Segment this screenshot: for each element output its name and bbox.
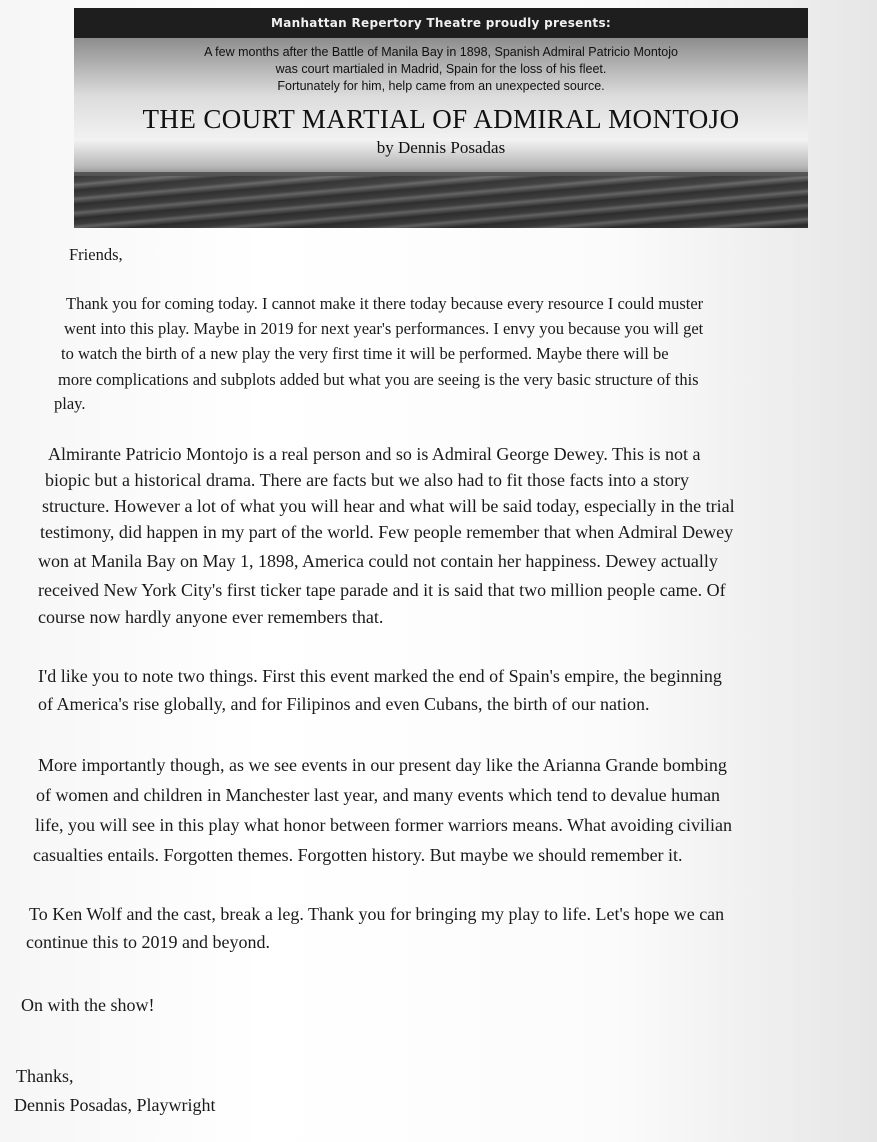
salutation: Friends,	[69, 245, 123, 264]
bay-water	[74, 176, 808, 228]
paragraph-4-line: casualties entails. Forgotten themes. Forgotten history. But maybe we should remember it.	[33, 845, 683, 865]
banner-blurb	[74, 44, 808, 95]
paragraph-1-line: play.	[54, 394, 86, 413]
paragraph-4-line: life, you will see in this play what honor between former warriors means. What avoiding civilian	[35, 815, 732, 835]
paragraph-3-line: of America's rise globally, and for Filipinos and even Cubans, the birth of our nation.	[38, 694, 650, 714]
blurb-line: was court martialed in Madrid, Spain for the loss of his fleet.	[275, 62, 607, 76]
paragraph-1-line: more complications and subplots added but what you are seeing is the very basic structure of this	[58, 370, 699, 389]
paragraph-5-line: continue this to 2019 and beyond.	[26, 932, 270, 952]
paragraph-4-line: More importantly though, as we see events in our present day like the Arianna Grande bombing	[38, 755, 727, 775]
paragraph-1-line: Thank you for coming today. I cannot make it there today because every resource I could muster	[66, 294, 704, 313]
presenter-line: Manhattan Repertory Theatre proudly presents:	[74, 8, 808, 38]
signature: Dennis Posadas, Playwright	[14, 1095, 216, 1115]
paragraph-2-line: structure. However a lot of what you will hear and what will be said today, especially in the trial	[42, 496, 735, 516]
paragraph-4-line: of women and children in Manchester last year, and many events which tend to devalue human	[36, 785, 721, 805]
exclamation: On with the show!	[21, 995, 155, 1015]
paragraph-2-line: course now hardly anyone ever remembers that.	[38, 607, 384, 627]
blurb-line: A few months after the Battle of Manila Bay in 1898, Spanish Admiral Patricio Montojo	[204, 45, 678, 59]
play-title: THE COURT MARTIAL OF ADMIRAL MONTOJO	[142, 104, 740, 134]
show-banner	[74, 8, 808, 228]
closing: Thanks,	[16, 1066, 74, 1086]
play-author: by Dennis Posadas	[376, 138, 506, 157]
blurb-line: Fortunately for him, help came from an unexpected source.	[277, 79, 605, 93]
paragraph-5-line: To Ken Wolf and the cast, break a leg. Thank you for bringing my play to life. Let's hope we can	[29, 904, 725, 924]
paragraph-2-line: received New York City's first ticker tape parade and it is said that two million people came. Of	[38, 580, 726, 600]
paragraph-1-line: went into this play. Maybe in 2019 for next year's performances. I envy you because you will get	[64, 319, 704, 338]
paragraph-2-line: Almirante Patricio Montojo is a real person and so is Admiral George Dewey. This is not a	[48, 444, 701, 464]
paragraph-2-line: won at Manila Bay on May 1, 1898, America could not contain her happiness. Dewey actually	[38, 551, 718, 571]
paragraph-2-line: testimony, did happen in my part of the world. Few people remember that when Admiral Dewey	[40, 522, 734, 542]
paragraph-3-line: I'd like you to note two things. First this event marked the end of Spain's empire, the beginning	[38, 666, 722, 686]
paragraph-1-line: to watch the birth of a new play the very first time it will be performed. Maybe there will be	[61, 344, 669, 363]
paragraph-2-line: biopic but a historical drama. There are facts but we also had to fit those facts into a story	[45, 470, 689, 490]
